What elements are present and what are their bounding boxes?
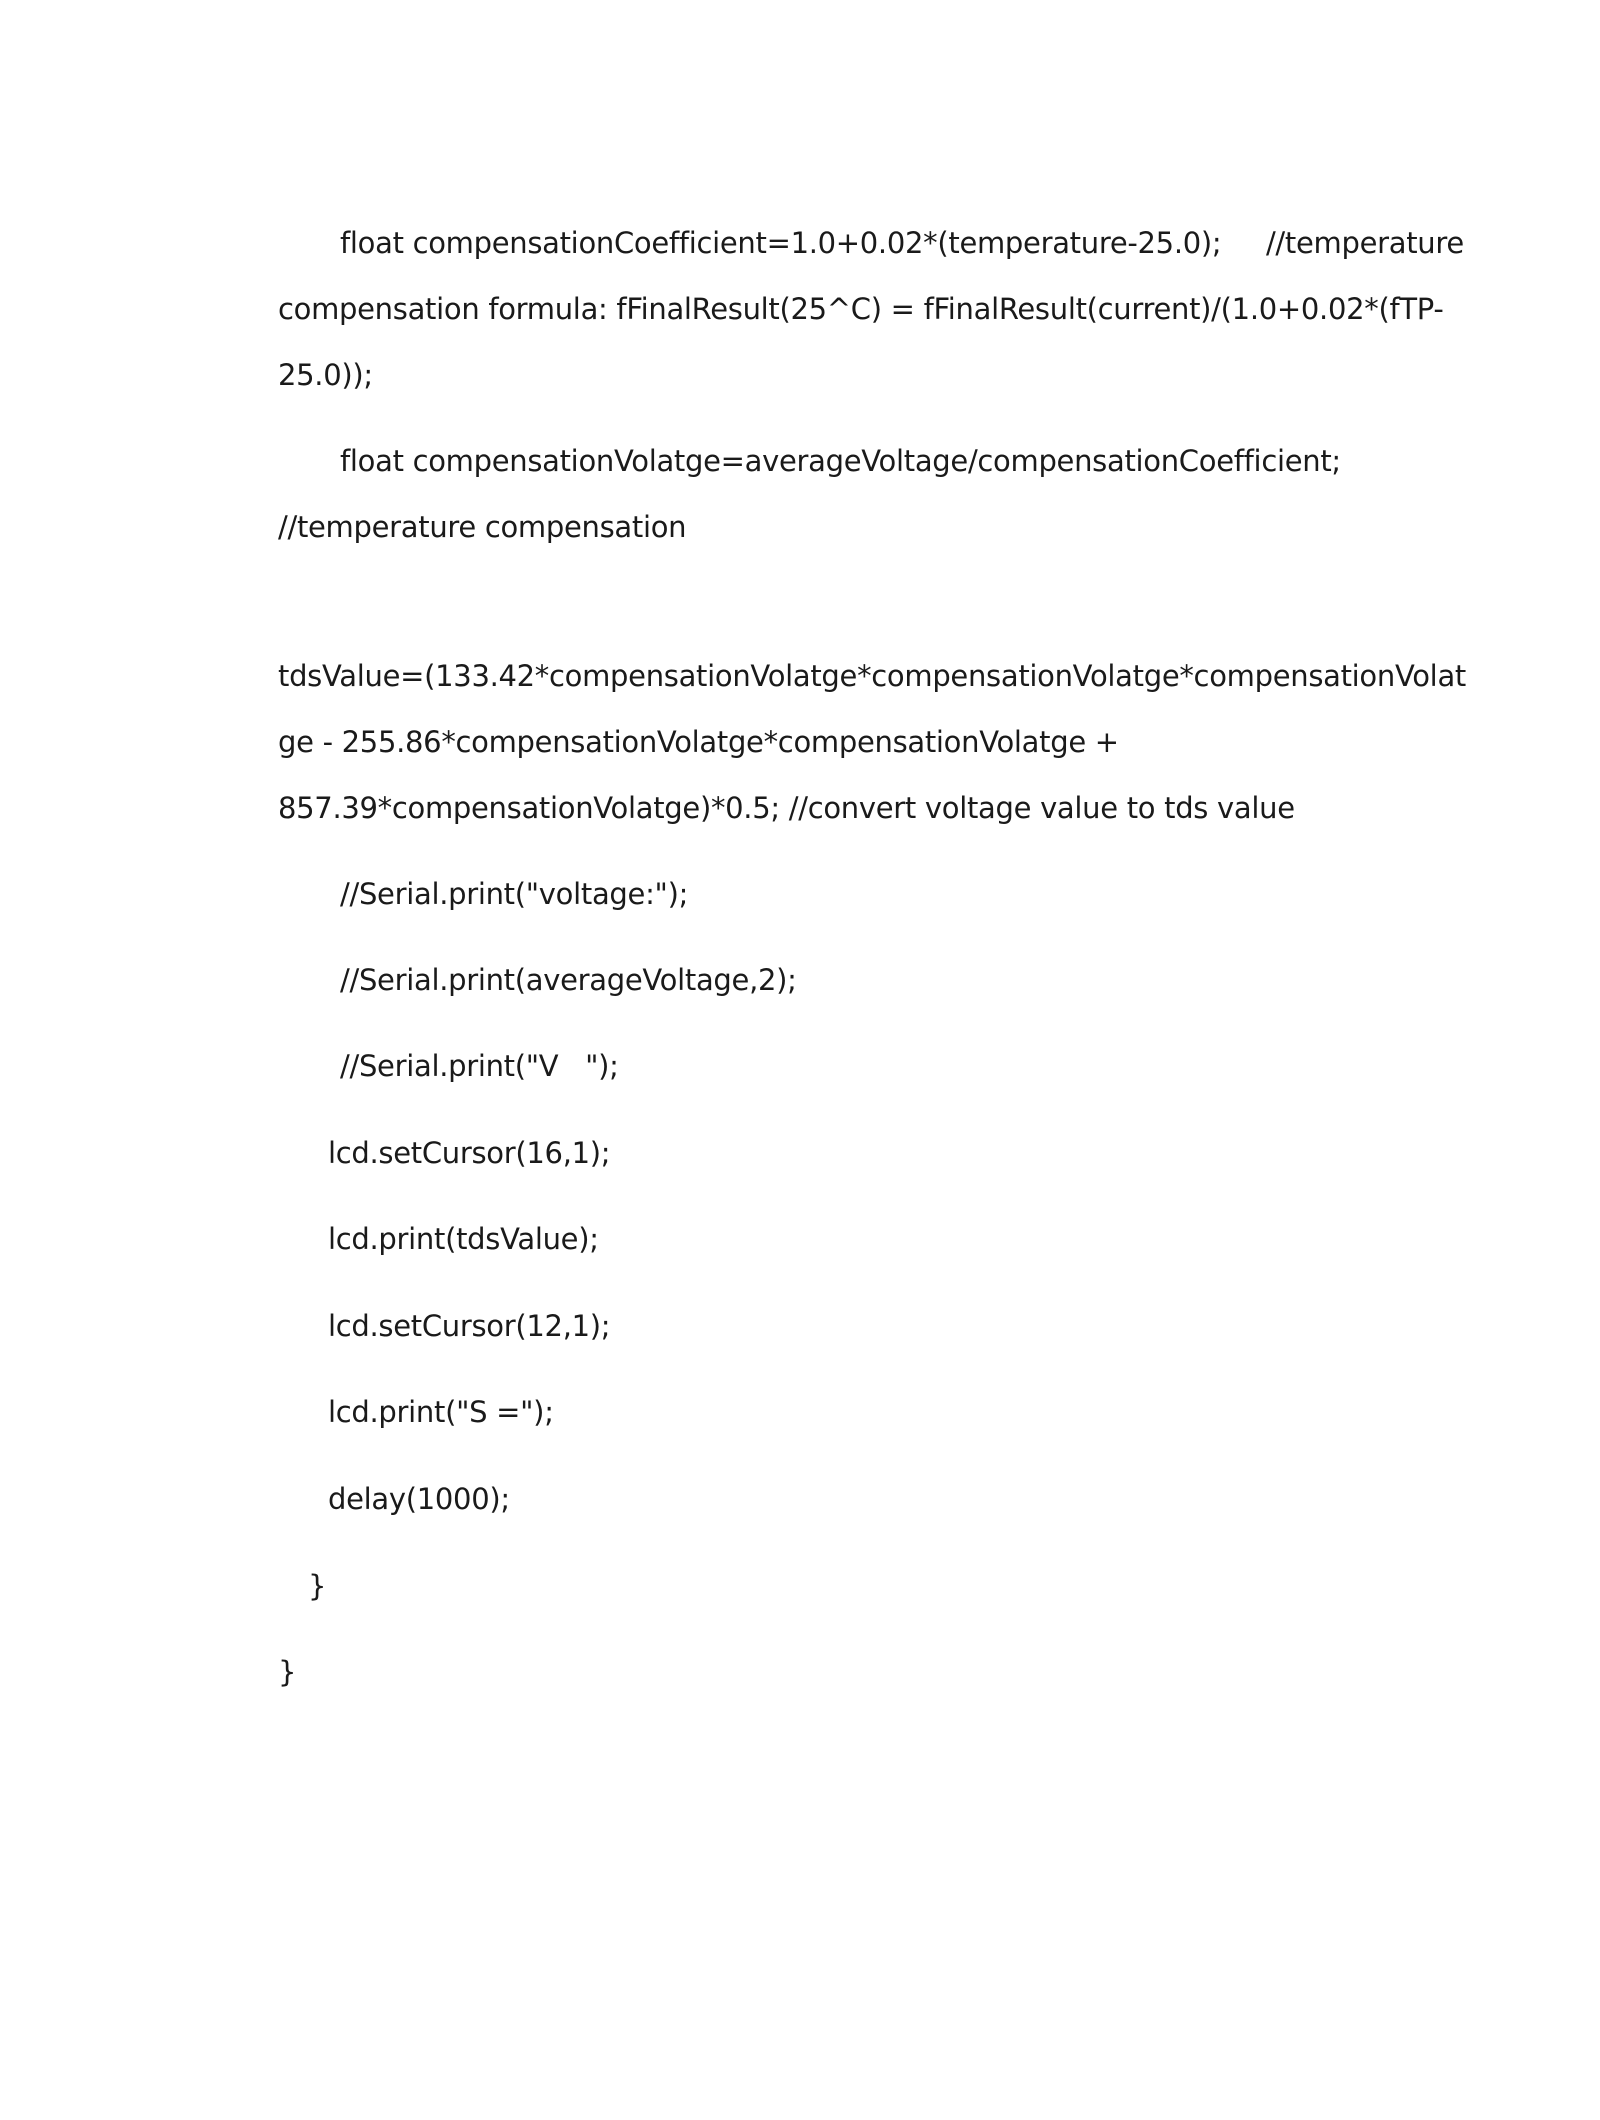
code-line-11: //Serial.print("V "); [340, 1049, 619, 1083]
code-line-2: compensation formula: fFinalResult(25^C) = fFinalResult(current)/(1.0+0.02*(fTP- [278, 292, 1444, 326]
code-line-3: 25.0)); [278, 358, 373, 392]
code-line-1: float compensationCoefficient=1.0+0.02*(temperature-25.0); //temperature [340, 226, 1464, 260]
code-line-15: lcd.print("S ="); [328, 1395, 554, 1429]
code-line-7: ge - 255.86*compensationVolatge*compensationVolatge + [278, 725, 1119, 759]
code-line-9: //Serial.print("voltage:"); [340, 877, 689, 911]
code-line-12: lcd.setCursor(16,1); [328, 1136, 611, 1170]
code-line-10: //Serial.print(averageVoltage,2); [340, 963, 797, 997]
code-line-14: lcd.setCursor(12,1); [328, 1309, 611, 1343]
code-line-4: float compensationVolatge=averageVoltage/compensationCoefficient; [340, 444, 1341, 478]
code-line-5: //temperature compensation [278, 510, 687, 544]
code-line-18: } [278, 1655, 297, 1689]
code-line-16: delay(1000); [328, 1482, 510, 1516]
code-line-13: lcd.print(tdsValue); [328, 1222, 599, 1256]
code-line-6: tdsValue=(133.42*compensationVolatge*compensationVolatge*compensationVolat [278, 659, 1466, 693]
code-line-17: } [308, 1569, 327, 1603]
code-line-8: 857.39*compensationVolatge)*0.5; //convert voltage value to tds value [278, 791, 1295, 825]
